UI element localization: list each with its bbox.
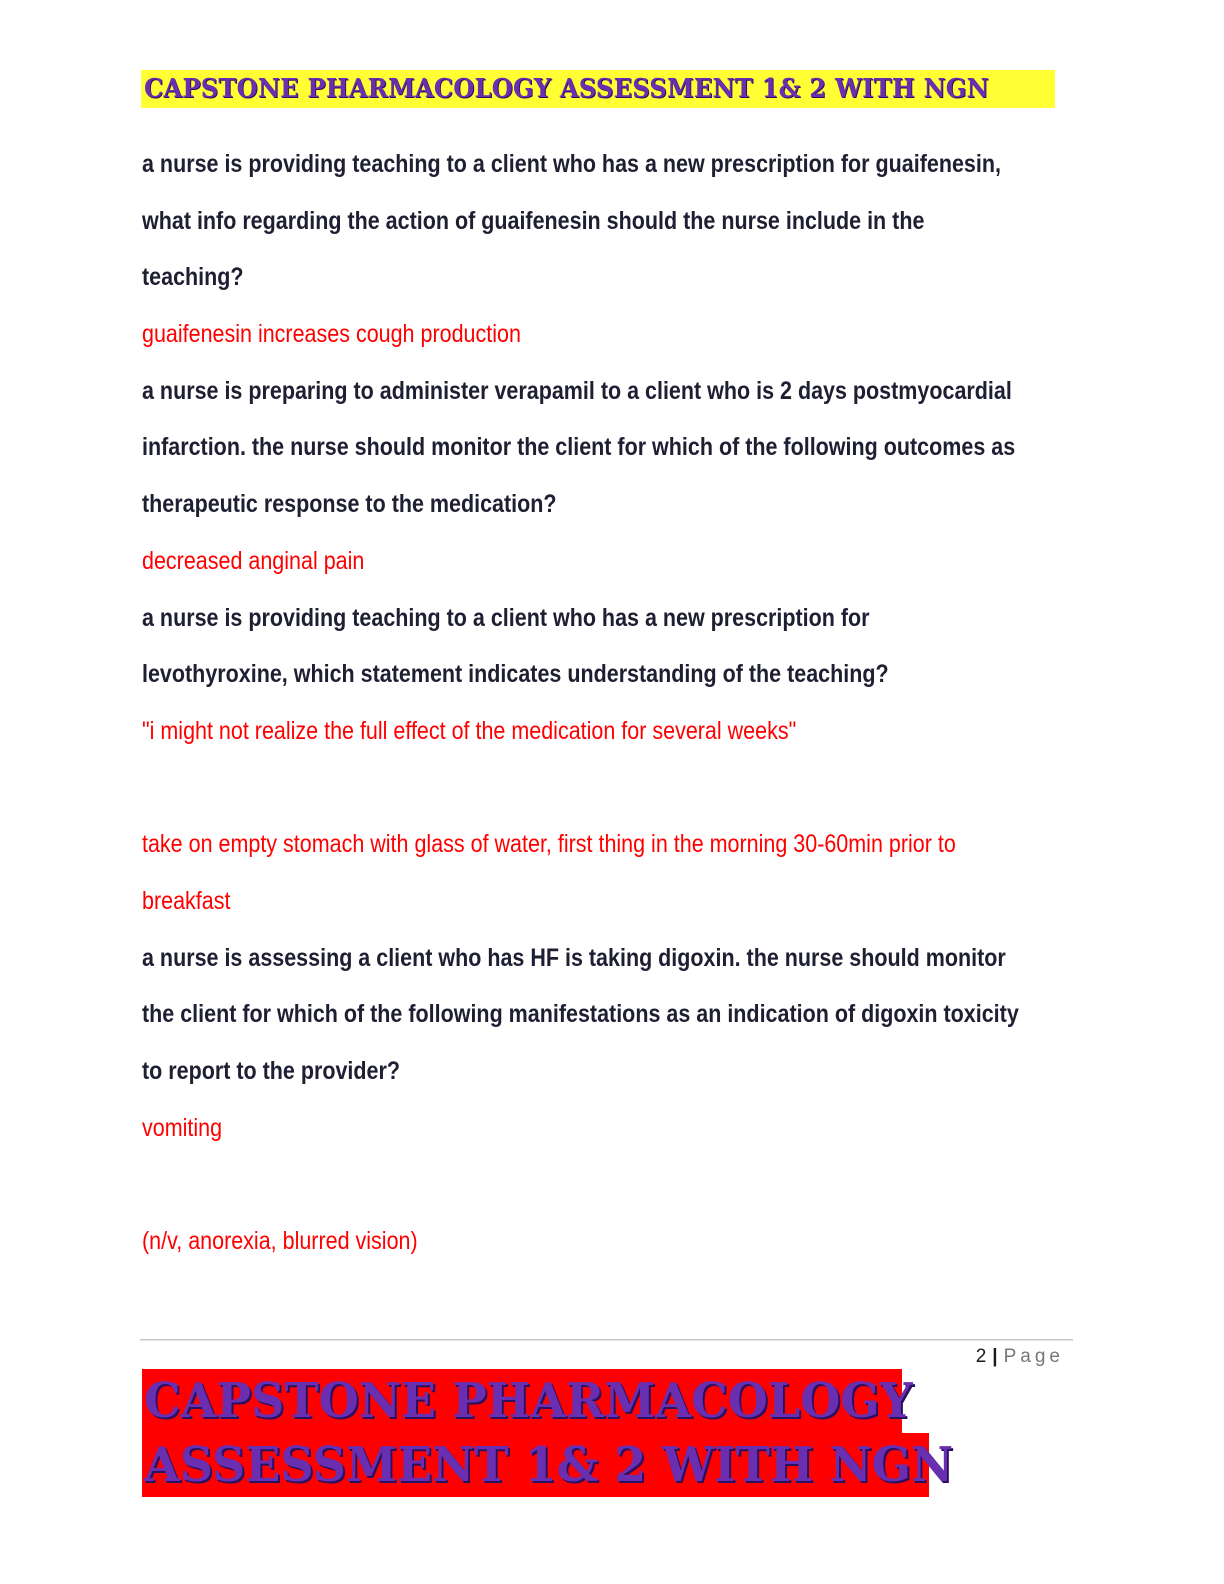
question-line: the client for which of the following manifestations as an indication of digoxin toxicity bbox=[142, 1000, 1019, 1029]
question-line: levothyroxine, which statement indicates understanding of the teaching? bbox=[142, 660, 889, 689]
page-number bbox=[976, 1344, 1064, 1370]
page-number-value: 2 bbox=[975, 1346, 987, 1367]
question-line: to report to the provider? bbox=[142, 1057, 400, 1085]
page-number-separator: | bbox=[992, 1346, 998, 1367]
answer-line: vomiting bbox=[142, 1113, 223, 1142]
question-line: infarction. the nurse should monitor the client for which of the following outcomes as bbox=[142, 433, 1016, 462]
page-label: Page bbox=[1003, 1346, 1064, 1367]
footer-title-line-1: CAPSTONE PHARMACOLOGY bbox=[144, 1373, 913, 1429]
document-body bbox=[142, 136, 1077, 1270]
question-line: a nurse is assessing a client who has HF is taking digoxin. the nurse should monitor bbox=[142, 943, 1006, 972]
question-line: therapeutic response to the medication? bbox=[142, 490, 557, 519]
footer-divider bbox=[140, 1339, 1073, 1340]
page-title: CAPSTONE PHARMACOLOGY ASSESSMENT 1& 2 WITH NGN bbox=[144, 74, 989, 104]
blank-line bbox=[142, 760, 1077, 817]
footer-title-line-2: ASSESSMENT 1& 2 WITH NGN bbox=[144, 1437, 954, 1493]
blank-line bbox=[142, 1156, 1077, 1213]
answer-line: "i might not realize the full effect of the medication for several weeks" bbox=[142, 716, 797, 745]
answer-line: guaifenesin increases cough production bbox=[142, 320, 521, 349]
answer-line: (n/v, anorexia, blurred vision) bbox=[142, 1227, 418, 1256]
question-line: teaching? bbox=[142, 263, 244, 292]
question-line: a nurse is providing teaching to a client who has a new prescription for bbox=[142, 603, 870, 632]
question-line: a nurse is providing teaching to a client who has a new prescription for guaifenesin, bbox=[142, 150, 1001, 178]
answer-line: take on empty stomach with glass of water, first thing in the morning 30-60min prior to bbox=[142, 830, 956, 859]
question-line: what info regarding the action of guaifenesin should the nurse include in the bbox=[142, 206, 925, 235]
answer-line: breakfast bbox=[142, 886, 231, 915]
question-line: a nurse is preparing to administer verapamil to a client who is 2 days postmyocardial bbox=[142, 376, 1012, 405]
answer-line: decreased anginal pain bbox=[142, 546, 365, 575]
